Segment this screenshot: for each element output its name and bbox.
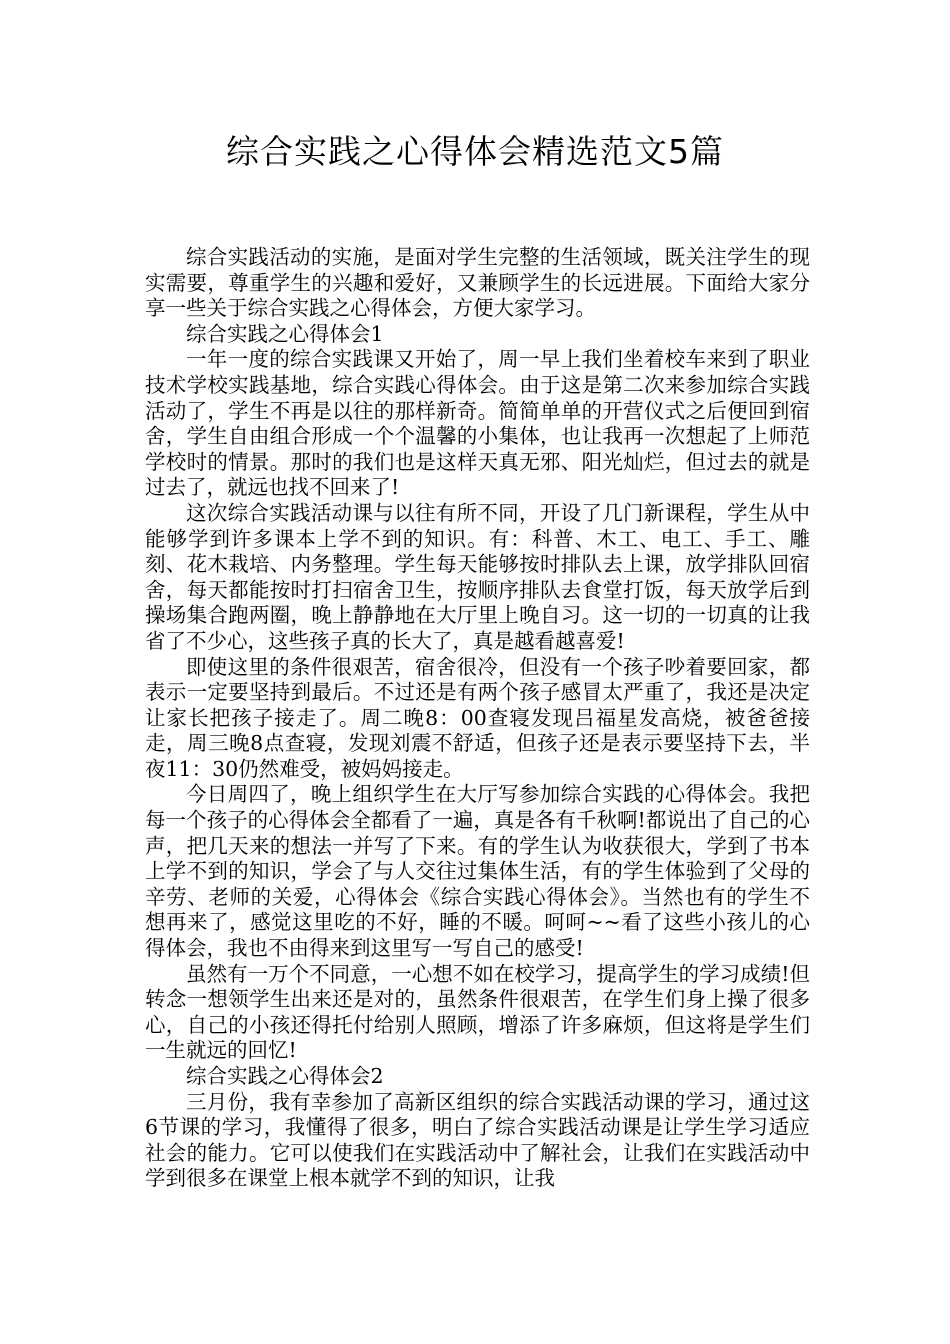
body-paragraph: 一年一度的综合实践课又开始了，周一早上我们坐着校车来到了职业技术学校实践基地，综合实践心得体会。由于这是第二次来参加综合实践活动了，学生不再是以往的那样新奇。简简单单的开营仪式之后便回到宿舍，学生自由组合形成一个个温馨的小集体，也让我再一次想起了上师范学校时的情景。那时的我们也是这样天真无邪、阳光灿烂，但过去的就是过去了，就远也找不回来了!: [145, 347, 810, 500]
body-paragraph: 今日周四了，晚上组织学生在大厅写参加综合实践的心得体会。我把每一个孩子的心得体会全都看了一遍，真是各有千秋啊!都说出了自己的心声，把几天来的想法一并写了下来。有的学生认为收获很大，学到了书本上学不到的知识，学会了与人交往过集体生活，有的学生体验到了父母的辛劳、老师的关爱，心得体会《综合实践心得体会》。当然也有的学生不想再来了，感觉这里吃的不好，睡的不暖。呵呵~~看了这些小孩儿的心得体会，我也不由得来到这里写一写自己的感受!: [145, 782, 810, 961]
intro-paragraph: 综合实践活动的实施，是面对学生完整的生活领域，既关注学生的现实需要，尊重学生的兴趣和爱好，又兼顾学生的长远进展。下面给大家分享一些关于综合实践之心得体会，方便大家学习。: [145, 245, 810, 321]
body-paragraph: 三月份，我有幸参加了高新区组织的综合实践活动课的学习，通过这6节课的学习，我懂得了很多，明白了综合实践活动课是让学生学习适应社会的能力。它可以使我们在实践活动中了解社会，让我们在实践活动中学到很多在课堂上根本就学不到的知识，让我: [145, 1089, 810, 1191]
document-body: [145, 245, 810, 1192]
body-paragraph: 这次综合实践活动课与以往有所不同，开设了几门新课程，学生从中能够学到许多课本上学不到的知识。有：科普、木工、电工、手工、雕刻、花木栽培、内务整理。学生每天能够按时排队去上课，放学排队回宿舍，每天都能按时打扫宿舍卫生，按顺序排队去食堂打饭，每天放学后到操场集合跑两圈，晚上静静地在大厅里上晚自习。这一切的一切真的让我省了不少心，这些孩子真的长大了，真是越看越喜爱!: [145, 500, 810, 653]
body-paragraph: 即使这里的条件很艰苦，宿舍很冷，但没有一个孩子吵着要回家，都表示一定要坚持到最后。不过还是有两个孩子感冒太严重了，我还是决定让家长把孩子接走了。周二晚8：00查寝发现吕福星发高烧，被爸爸接走，周三晚8点查寝，发现刘震不舒适，但孩子还是表示要坚持下去，半夜11：30仍然难受，被妈妈接走。: [145, 654, 810, 781]
body-paragraph: 虽然有一万个不同意，一心想不如在校学习，提高学生的学习成绩!但转念一想领学生出来还是对的，虽然条件很艰苦，在学生们身上操了很多心，自己的小孩还得托付给别人照顾，增添了许多麻烦，但这将是学生们一生就远的回忆!: [145, 961, 810, 1063]
section-heading-2: 综合实践之心得体会2: [186, 1064, 384, 1088]
document-title: 综合实践之心得体会精选范文5篇: [226, 132, 724, 171]
section-heading-1: 综合实践之心得体会1: [186, 321, 384, 346]
